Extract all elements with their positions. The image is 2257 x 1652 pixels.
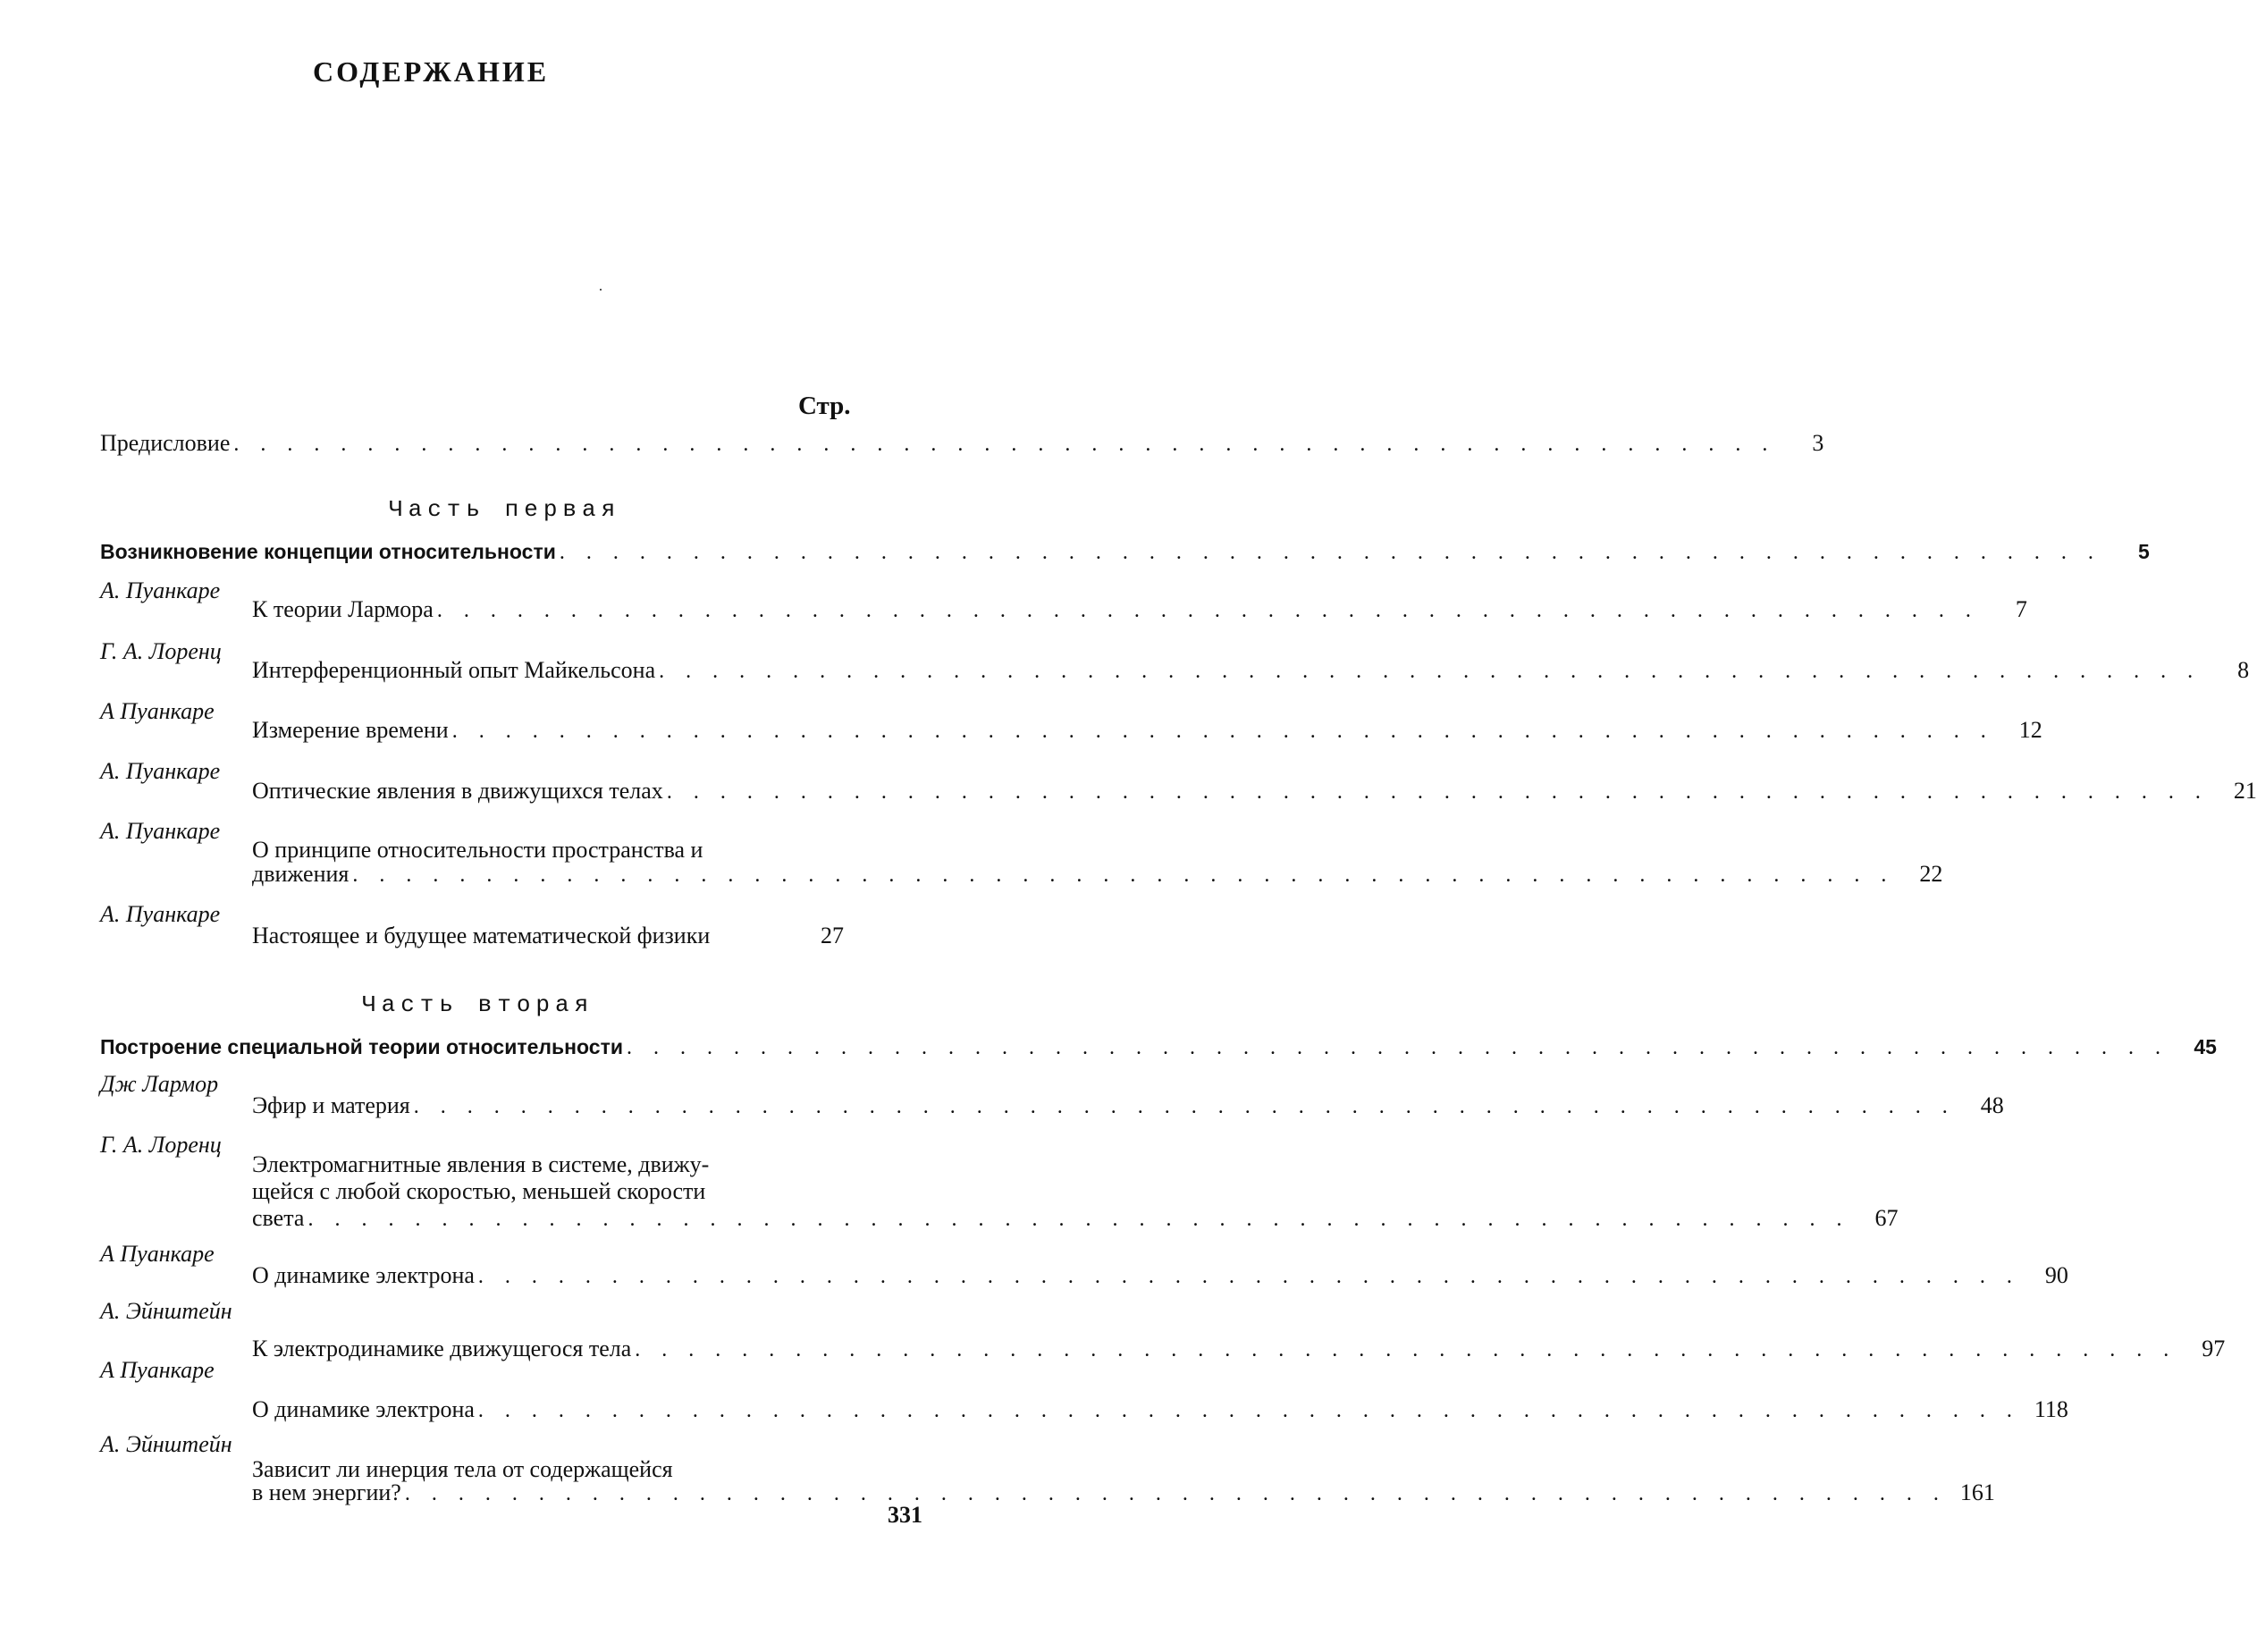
- entry-author: А. Пуанкаре: [100, 577, 221, 603]
- entry-page: 22: [1919, 861, 1943, 887]
- entry-title: О динамике электрона: [252, 1396, 475, 1422]
- leader-dots: . . . . . . . . . . . . . . . . . . . . . . . . . . . . . . . . . . . . . . . . . . . . . . . . . . . . . . . . . .: [404, 1482, 1947, 1505]
- entry-page: 12: [2018, 717, 2042, 743]
- section-title: Построение специальной теории относительности: [100, 1035, 623, 1058]
- entry-title-line: в нем энергии?: [252, 1479, 401, 1505]
- leader-dots: . . . . . . . . . . . . . . . . . . . . . . . . . . . . . . . . . . . . . . . . . . . . . . . . . . . . . . . . . .: [666, 780, 2209, 804]
- entry-title-line: света: [252, 1205, 305, 1231]
- entry-page: 118: [2034, 1396, 2068, 1422]
- scan-speck: [600, 289, 602, 291]
- entry-author: А. Пуанкаре: [100, 901, 221, 927]
- entry-title: К теории Лармора: [252, 596, 434, 622]
- section-heading: [100, 1033, 2217, 1062]
- toc-entry: [252, 1395, 2068, 1425]
- section-page: 5: [2138, 540, 2150, 563]
- section-page: 45: [2194, 1035, 2217, 1058]
- toc-entry: [252, 656, 2250, 686]
- entry-title: О динамике электрона: [252, 1262, 475, 1288]
- entry-title-line: О принципе относительности пространства и: [252, 837, 703, 863]
- page-number: 331: [888, 1502, 922, 1528]
- part-two-heading: Часть вторая: [362, 991, 594, 1018]
- leader-dots: . . . . . . . . . . . . . . . . . . . . . . . . . . . . . . . . . . . . . . . . . . . . . . . . . . . . . . . . . .: [436, 599, 1979, 622]
- entry-author: А Пуанкаре: [100, 1357, 215, 1383]
- leader-dots: . . . . . . . . . . . . . . . . . . . . . . . . . . . . . . . . . . . . . . . . . . . . . . . . . . . . . . . . . .: [477, 1399, 2020, 1422]
- entry-page: 8: [2237, 657, 2250, 683]
- leader-dots: . . . . . . . . . . . . . . . . . . . . . . . . . . . . . . . . . . . . . . . . . . . . . . . . . . . . . . . . . .: [451, 720, 1994, 743]
- leader-dots: . . . . . . . . . . . . . . . . . . . . . . . . . . . . . . . . . . . . . . . . . . . . . . . . . . . . . . . . . .: [559, 541, 2101, 564]
- entry-title: Оптические явления в движущихся телах: [252, 778, 663, 804]
- entry-author: А. Пуанкаре: [100, 758, 221, 784]
- entry-title-line: щейся с любой скоростью, меньшей скорости: [252, 1178, 706, 1204]
- entry-author: Г. А. Лоренц: [100, 638, 222, 664]
- leader-dots: . . . . . . . . . . . . . . . . . . . . . . . . . . . . . . . . . . . . . . . . . . . . . . . . . . . . . . . . . .: [233, 433, 1776, 456]
- entry-title: Измерение времени: [252, 717, 449, 743]
- leader-dots: . . . . . . . . . . . . . . . . . . . . . . . . . . . . . . . . . . . . . . . . . . . . . . . . . . . . . . . . . .: [307, 1208, 1850, 1231]
- leader-dots: . . . . . . . . . . . . . . . . . . . . . . . . . . . . . . . . . . . . . . . . . . . . . . . . . . . . . . . . . .: [635, 1338, 2177, 1361]
- leader-dots: . . . . . . . . . . . . . . . . . . . . . . . . . . . . . . . . . . . . . . . . . . . . . . . . . . . . . . . . . .: [413, 1095, 1956, 1118]
- toc-entry: [252, 922, 844, 949]
- toc-entry: [252, 1479, 1995, 1508]
- section-heading: [100, 538, 2150, 567]
- leader-dots: . . . . . . . . . . . . . . . . . . . . . . . . . . . . . . . . . . . . . . . . . . . . . . . . . . . . . . . . . .: [659, 660, 2202, 683]
- page-column-header: Стр.: [798, 392, 851, 420]
- entry-title: Интерференционный опыт Майкельсона: [252, 657, 656, 683]
- leader-dots: . . . . . . . . . . . . . . . . . . . . . . . . . . . . . . . . . . . . . . . . . . . . . . . . . . . . . . . . . .: [352, 864, 1895, 887]
- entry-page: 3: [1812, 430, 1824, 456]
- entry-author: А. Эйнштейн: [100, 1298, 232, 1324]
- toc-entry: [252, 716, 2042, 746]
- entry-page: 7: [2015, 596, 2027, 622]
- entry-page: 21: [2233, 778, 2257, 804]
- entry-author: А. Эйнштейн: [100, 1431, 232, 1457]
- entry-page: 97: [2202, 1336, 2226, 1361]
- entry-title-line: Электромагнитные явления в системе, движу-: [252, 1151, 710, 1177]
- toc-entry: [252, 595, 2027, 625]
- entry-title-line: движения: [252, 861, 349, 887]
- entry-page: 27: [821, 923, 844, 948]
- entry-page: 48: [1980, 1092, 2004, 1118]
- entry-title-line: Зависит ли инерция тела от содержащейся: [252, 1456, 673, 1482]
- entry-author: А Пуанкаре: [100, 698, 215, 724]
- part-one-heading: Часть первая: [389, 496, 621, 523]
- leader-dots: . . . . . . . . . . . . . . . . . . . . . . . . . . . . . . . . . . . . . . . . . . . . . . . . . . . . . . . . . .: [626, 1036, 2169, 1059]
- toc-entry-preface: [100, 429, 1824, 459]
- entry-title: Предисловие: [100, 430, 231, 456]
- section-title: Возникновение концепции относительности: [100, 540, 556, 563]
- toc-entry: [252, 1261, 2068, 1291]
- entry-page: 67: [1874, 1205, 1899, 1231]
- entry-author: Дж Лармор: [100, 1071, 219, 1097]
- entry-page: 90: [2044, 1262, 2068, 1288]
- toc-entry: [252, 777, 2257, 806]
- entry-title: Эфир и материя: [252, 1092, 410, 1118]
- toc-entry: [252, 1335, 2226, 1364]
- entry-author: А. Пуанкаре: [100, 818, 221, 844]
- toc-entry: [252, 860, 1943, 889]
- toc-entry: [252, 1204, 1899, 1234]
- toc-entry: [252, 1092, 2004, 1121]
- entry-author: Г. А. Лоренц: [100, 1132, 222, 1158]
- page-title: СОДЕРЖАНИЕ: [313, 55, 550, 88]
- entry-author: А Пуанкаре: [100, 1241, 215, 1267]
- entry-title: Настоящее и будущее математической физики: [252, 923, 711, 948]
- entry-title: К электродинамике движущегося тела: [252, 1336, 632, 1361]
- entry-page: 161: [1959, 1479, 1995, 1505]
- leader-dots: . . . . . . . . . . . . . . . . . . . . . . . . . . . . . . . . . . . . . . . . . . . . . . . . . . . . . . . . . .: [477, 1265, 2020, 1288]
